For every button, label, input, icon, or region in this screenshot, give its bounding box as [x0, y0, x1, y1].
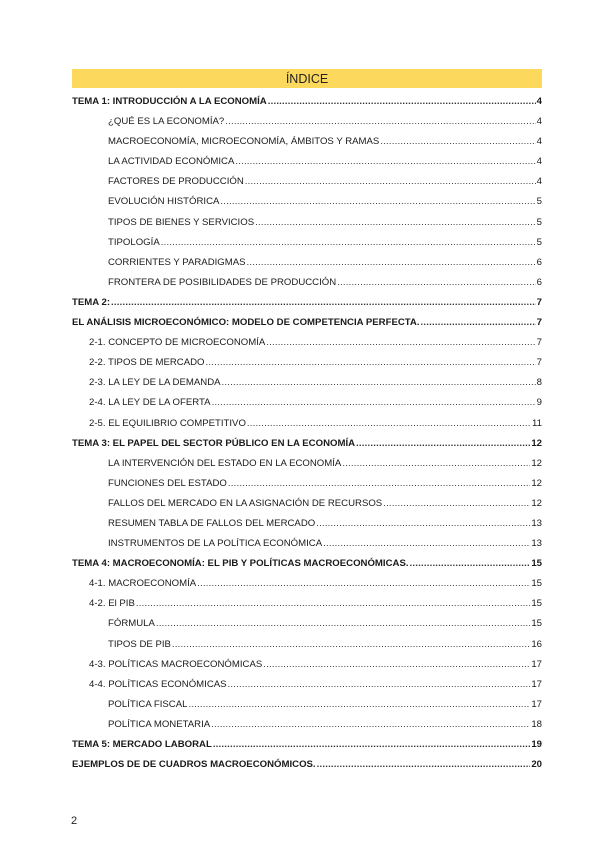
toc-dot-leader: [247, 414, 531, 434]
toc-entry[interactable]: [72, 655, 542, 675]
toc-entry-page: 4: [536, 96, 542, 107]
toc-dot-leader: [247, 253, 536, 273]
toc-dot-leader: [220, 192, 535, 212]
toc-entry-title: RESUMEN TABLA DE FALLOS DEL MERCADO: [108, 517, 316, 529]
toc-entry-page: 11: [532, 417, 542, 429]
toc-entry-title: POLÍTICA FISCAL: [108, 698, 188, 710]
toc-dot-leader: [136, 594, 530, 614]
toc-entry-title: TEMA 5: MERCADO LABORAL: [72, 739, 212, 750]
toc-entry[interactable]: [72, 253, 542, 273]
toc-entry-page: 12: [531, 457, 542, 469]
toc-dot-leader: [111, 293, 536, 313]
toc-entry[interactable]: [72, 132, 542, 152]
toc-dot-leader: [213, 735, 531, 755]
toc-entry[interactable]: [72, 614, 542, 634]
toc-entry-page: 6: [536, 256, 542, 268]
toc-entry-page: 7: [536, 337, 542, 349]
toc-dot-leader: [266, 333, 535, 353]
toc-entry-title: MACROECONOMÍA, MICROECONOMÍA, ÁMBITOS Y RAMAS: [108, 136, 380, 148]
toc-entry-page: 16: [531, 638, 542, 650]
toc-entry[interactable]: [72, 534, 542, 554]
toc-entry-page: 12: [531, 437, 542, 449]
toc-dot-leader: [323, 534, 530, 554]
toc-entry[interactable]: [72, 755, 542, 775]
toc-entry[interactable]: [72, 494, 542, 514]
toc-entry-title: 2-3. LA LEY DE LA DEMANDA: [89, 377, 221, 389]
toc-entry-title: LA INTERVENCIÓN DEL ESTADO EN LA ECONOMÍA: [108, 457, 342, 469]
toc-entry-title: FACTORES DE PRODUCCIÓN: [108, 176, 244, 188]
toc-dot-leader: [172, 635, 530, 655]
toc-entry[interactable]: [72, 172, 542, 192]
toc-entry[interactable]: [72, 735, 542, 755]
toc-entry-title: TIPOLOGÍA: [108, 236, 160, 248]
toc-entry-title: 4-1. MACROECONOMÍA: [89, 578, 197, 590]
toc-entry-page: 4: [536, 116, 542, 128]
toc-entry[interactable]: [72, 715, 542, 735]
toc-entry[interactable]: [72, 233, 542, 253]
toc-entry-page: 9: [536, 397, 542, 409]
toc-dot-leader: [245, 172, 536, 192]
toc-entry-page: 12: [531, 477, 542, 489]
toc-entry-page: 5: [536, 216, 542, 228]
toc-entry-page: 5: [536, 236, 542, 248]
toc-entry-title: EL ANÁLISIS MICROECONÓMICO: MODELO DE COMPETENCIA PERFECTA.: [72, 317, 420, 329]
toc-dot-leader: [222, 373, 536, 393]
toc-entry-title: 2-4. LA LEY DE LA OFERTA: [89, 397, 211, 409]
toc-entry[interactable]: [72, 434, 542, 454]
toc-dot-leader: [268, 92, 536, 112]
toc-entry-title: ¿QUÉ ES LA ECONOMÍA?: [108, 116, 225, 128]
toc-entry-page: 4: [536, 136, 542, 148]
toc-entry[interactable]: [72, 695, 542, 715]
toc-dot-leader: [380, 132, 535, 152]
page-number: 2: [71, 815, 78, 827]
toc-entry[interactable]: [72, 353, 542, 373]
toc-entry-title: 2-1. CONCEPTO DE MICROECONOMÍA: [89, 337, 266, 349]
toc-entry[interactable]: [72, 273, 542, 293]
toc-entry-title: TEMA 4: MACROECONOMÍA: EL PIB Y POLÍTICAS MACROECONÓMICAS.: [72, 558, 409, 570]
toc-entry-page: 20: [531, 759, 542, 771]
toc-dot-leader: [228, 675, 531, 695]
toc-entry-page: 15: [531, 558, 542, 570]
toc-dot-leader: [337, 273, 536, 293]
toc-entry-title: EVOLUCIÓN HISTÓRICA: [108, 196, 220, 208]
toc-dot-leader: [188, 695, 530, 715]
toc-entry[interactable]: [72, 554, 542, 574]
toc-entry[interactable]: [72, 393, 542, 413]
toc-entry-page: 12: [531, 497, 542, 509]
toc-entry-title: FÓRMULA: [108, 618, 155, 630]
toc-entry[interactable]: [72, 574, 542, 594]
toc-entry[interactable]: [72, 313, 542, 333]
toc-entry-title: 2-5. EL EQUILIBRIO COMPETITIVO: [89, 417, 246, 429]
toc-entry-title: FRONTERA DE POSIBILIDADES DE PRODUCCIÓN: [108, 276, 337, 288]
toc-entry-page: 13: [531, 517, 542, 529]
toc-entry[interactable]: [72, 594, 542, 614]
toc-entry-page: 15: [531, 618, 542, 630]
toc-entry-page: 18: [531, 718, 542, 730]
toc-entry[interactable]: [72, 293, 542, 313]
toc-entry[interactable]: [72, 213, 542, 233]
toc-entry[interactable]: [72, 333, 542, 353]
toc-dot-leader: [206, 353, 536, 373]
toc-entry[interactable]: [72, 675, 542, 695]
toc-dot-leader: [383, 494, 530, 514]
toc-entry-page: 7: [536, 296, 542, 308]
toc-entry-title: 4-2. El PIB: [89, 598, 135, 610]
toc-entry-title: TEMA 2:: [72, 296, 111, 308]
toc-entry-title: EJEMPLOS DE DE CUADROS MACROECONÓMICOS.: [72, 759, 316, 771]
toc-entry-title: TEMA 3: EL PAPEL DEL SECTOR PÚBLICO EN LA ECONOMÍA: [72, 437, 356, 449]
toc-dot-leader: [235, 152, 535, 172]
toc-entry-title: CORRIENTES Y PARADIGMAS: [108, 256, 246, 268]
toc-entry-page: 13: [531, 538, 542, 550]
toc-entry[interactable]: [72, 454, 542, 474]
toc-entry[interactable]: [72, 192, 542, 212]
toc-entry-title: 2-2. TIPOS DE MERCADO: [89, 357, 205, 369]
toc-entry-page: 7: [536, 317, 542, 329]
toc-entry-title: FALLOS DEL MERCADO EN LA ASIGNACIÓN DE RECURSOS: [108, 497, 383, 509]
toc-entry-page: 15: [531, 598, 542, 610]
toc-dot-leader: [197, 574, 530, 594]
toc-entry-page: 19: [531, 739, 542, 750]
toc-entry[interactable]: [72, 92, 542, 112]
toc-entry-title: LA ACTIVIDAD ECONÓMICA: [108, 156, 235, 168]
toc-dot-leader: [421, 313, 536, 333]
toc-entry[interactable]: [72, 474, 542, 494]
toc-entry[interactable]: [72, 373, 542, 393]
toc-entry-page: 17: [531, 698, 542, 710]
toc-entry[interactable]: [72, 112, 542, 132]
index-title: ÍNDICE: [285, 72, 329, 86]
toc-entry-title: 4-3. POLÍTICAS MACROECONÓMICAS: [89, 658, 263, 670]
toc-entry-page: 5: [536, 196, 542, 208]
toc-entry-page: 7: [536, 357, 542, 369]
toc-entry-page: 15: [531, 578, 542, 590]
toc-entry[interactable]: [72, 635, 542, 655]
toc-entry-title: 4-4. POLÍTICAS ECONÓMICAS: [89, 678, 227, 690]
toc-entry-title: TIPOS DE PIB: [108, 638, 171, 650]
toc-entry-title: TIPOS DE BIENES Y SERVICIOS: [108, 216, 255, 228]
toc-dot-leader: [316, 514, 530, 534]
toc-dot-leader: [211, 715, 530, 735]
toc-entry-title: POLÍTICA MONETARIA: [108, 718, 211, 730]
toc-dot-leader: [212, 393, 536, 413]
toc-entry-title: FUNCIONES DEL ESTADO: [108, 477, 227, 489]
toc-entry-page: 4: [536, 176, 542, 188]
toc-entry-page: 8: [536, 377, 542, 389]
toc-entry-page: 17: [531, 658, 542, 670]
toc-entry-title: TEMA 1: INTRODUCCIÓN A LA ECONOMÍA: [72, 96, 267, 107]
toc-entry-page: 6: [536, 276, 542, 288]
toc-dot-leader: [161, 233, 536, 253]
index-title-bar: [72, 69, 542, 88]
toc-dot-leader: [225, 112, 535, 132]
toc-dot-leader: [255, 213, 536, 233]
toc-entry[interactable]: [72, 514, 542, 534]
toc-entry[interactable]: [72, 414, 542, 434]
table-of-contents: [72, 92, 542, 775]
toc-dot-leader: [317, 755, 531, 775]
toc-entry-title: INSTRUMENTOS DE LA POLÍTICA ECONÓMICA: [108, 538, 323, 550]
toc-dot-leader: [228, 474, 530, 494]
toc-entry-page: 4: [536, 156, 542, 168]
toc-entry[interactable]: [72, 152, 542, 172]
toc-dot-leader: [342, 454, 530, 474]
toc-dot-leader: [263, 655, 530, 675]
toc-dot-leader: [156, 614, 530, 634]
toc-dot-leader: [356, 434, 530, 454]
toc-dot-leader: [410, 554, 531, 574]
toc-entry-page: 17: [531, 678, 542, 690]
